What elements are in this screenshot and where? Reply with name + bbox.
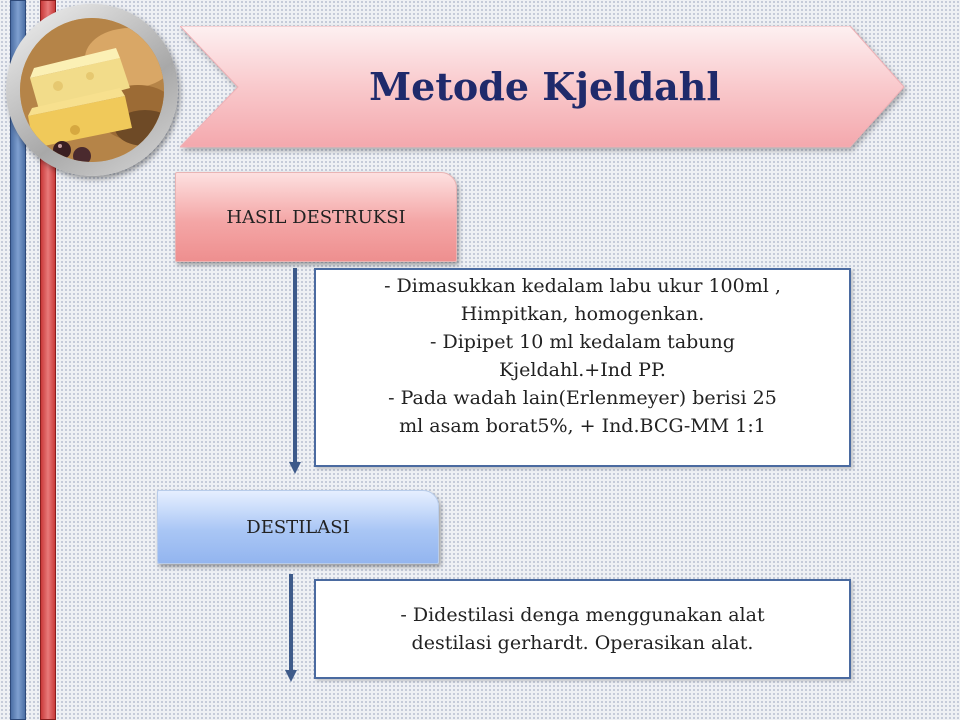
cheese-logo xyxy=(6,4,178,176)
step1-line: Kjeldahl.+Ind PP. xyxy=(499,359,666,381)
step2-details-box xyxy=(314,579,851,679)
step2-line: destilasi gerhardt. Operasikan alat. xyxy=(411,632,754,654)
down-arrow-icon xyxy=(282,572,300,684)
step1-line: - Dimasukkan kedalam labu ukur 100ml , xyxy=(384,275,781,297)
step-hasil-destruksi xyxy=(175,172,457,262)
step1-label: HASIL DESTRUKSI xyxy=(226,206,406,228)
slide-title: Metode Kjeldahl xyxy=(369,64,721,109)
step-destilasi xyxy=(157,490,439,564)
step1-line: - Pada wadah lain(Erlenmeyer) berisi 25 xyxy=(388,387,777,409)
step1-line: - Dipipet 10 ml kedalam tabung xyxy=(430,331,735,353)
step2-label: DESTILASI xyxy=(246,516,350,538)
step2-line: - Didestilasi denga menggunakan alat xyxy=(400,604,765,626)
step1-details-box xyxy=(314,268,851,467)
step1-line: ml asam borat5%, + Ind.BCG-MM 1:1 xyxy=(399,415,766,437)
down-arrow-icon xyxy=(286,266,304,476)
step1-line: Himpitkan, homogenkan. xyxy=(460,303,705,325)
cheese-bread-photo xyxy=(20,18,164,162)
